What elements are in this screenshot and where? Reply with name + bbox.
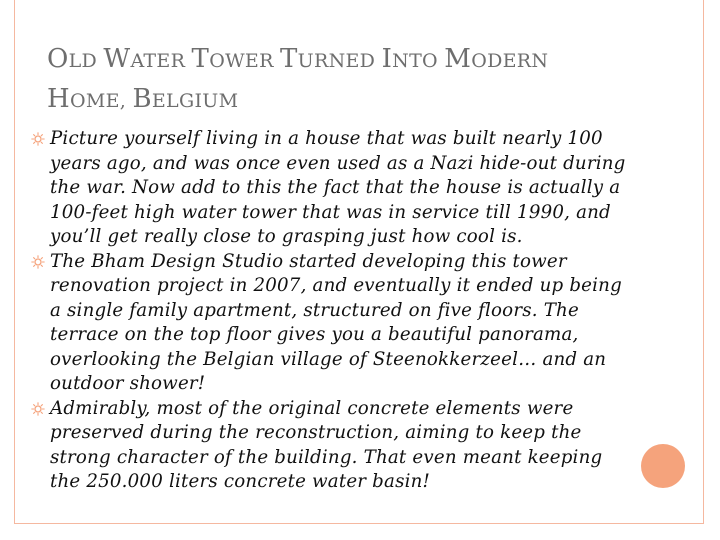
bullet-line: terrace on the top floor gives you a beautiful panorama,: [50, 324, 579, 345]
bullet-line: you’ll get really close to grasping just how cool is.: [50, 226, 523, 247]
bullet-line: outdoor shower!: [50, 373, 206, 394]
bullet-line: the war. Now add to this the fact that the house is actually a: [50, 177, 621, 198]
bullet-item: [34, 250, 659, 397]
title-word: NTO: [392, 50, 445, 72]
title-word: ODERN: [471, 50, 549, 72]
title-letter: I: [381, 44, 393, 74]
bullet-line: Admirably, most of the original concrete elements were: [50, 397, 574, 419]
bullet-line: renovation project in 2007, and eventually it ended up being: [50, 275, 622, 296]
slide-title: [47, 40, 667, 120]
bullet-line: years ago, and was once even used as a Nazi hide-out during: [50, 152, 626, 174]
title-line-1: [47, 40, 667, 80]
title-word: ATER: [130, 50, 192, 72]
title-letter: O: [47, 44, 69, 74]
title-letter: T: [280, 44, 298, 74]
bullet-line: The Bham Design Studio started developing this tower: [50, 250, 567, 272]
title-letter: M: [444, 44, 472, 74]
bullet-line: the 250.000 liters concrete water basin!: [50, 471, 431, 492]
title-word: URNED: [297, 50, 382, 72]
bullet-item: [34, 397, 659, 495]
bullet-line: overlooking the Belgian village of Steenokkerzeel… and an: [50, 348, 607, 370]
bullet-line: Picture yourself living in a house that was built nearly 100: [50, 128, 603, 149]
bullet-line: preserved during the reconstruction, aiming to keep the: [50, 422, 582, 443]
title-word: ELGIUM: [151, 90, 239, 112]
title-word: OWER: [209, 50, 281, 72]
title-word: OME,: [69, 90, 133, 112]
bullet-list: [34, 127, 659, 495]
hollow-sun-icon: [31, 402, 45, 416]
bullet-line: 100-feet high water tower that was in service till 1990, and: [50, 201, 611, 223]
title-line-2: [47, 80, 667, 120]
title-letter: H: [47, 84, 70, 114]
bullet-line: strong character of the building. That even meant keeping: [50, 446, 603, 468]
hollow-sun-icon: [31, 255, 45, 269]
title-letter: T: [191, 44, 210, 74]
title-word: LD: [68, 50, 104, 72]
title-letter: B: [132, 84, 152, 114]
title-letter: W: [103, 44, 131, 74]
bullet-line: a single family apartment, structured on five floors. The: [50, 299, 579, 321]
accent-circle-icon: [641, 444, 685, 488]
bullet-item: [34, 127, 659, 250]
hollow-sun-icon: [31, 132, 45, 146]
